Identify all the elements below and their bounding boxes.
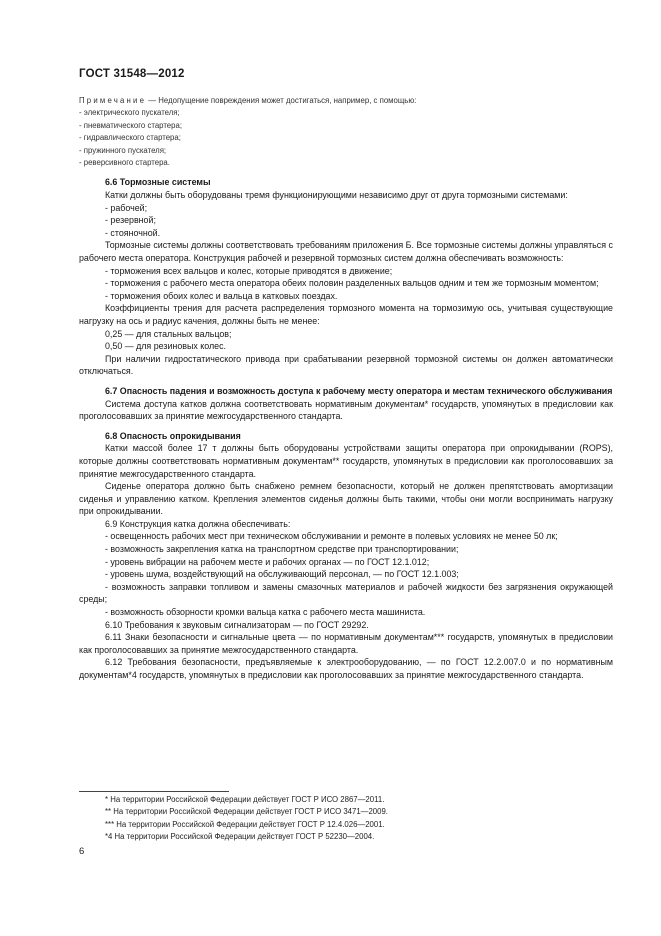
footnote: *** На территории Российской Федерации действует ГОСТ Р 12.4.026—2001. [105, 819, 385, 829]
paragraph: Коэффициенты трения для расчета распределения тормозного момента на тормозимую ось, учитывая существующие нагрузку на ось и радиус качения, должны быть не менее: [79, 303, 613, 326]
note-item: - пружинного пускателя; [79, 145, 167, 155]
list-item: - уровень вибрации на рабочем месте и рабочих органах — по ГОСТ 12.1.012; [105, 556, 430, 567]
note-item: - электрического пускателя; [79, 108, 180, 118]
note-intro [79, 95, 613, 107]
note-item: - пневматического стартера; [79, 120, 182, 130]
list-item: - резервной; [105, 215, 156, 226]
footnote: *4 На территории Российской Федерации действует ГОСТ Р 52230—2004. [105, 831, 375, 841]
list-item: 0,25 — для стальных вальцов; [105, 328, 232, 339]
list-item: - торможения с рабочего места оператора обеих половин разделенных вальцов одним и тем же тормозным моментом; [105, 278, 599, 289]
list-item: - торможения всех вальцов и колес, которые приводятся в движение; [105, 265, 393, 276]
footnotes [79, 794, 613, 843]
paragraph: Катки массой более 17 т должны быть оборудованы устройствами защиты оператора при опрокидывании (ROPS), которые должны соответствовать нормативным документам** государств, упомянутых в предисловии как проголосовавших за принятие межгосударственного стандарта. [79, 443, 613, 479]
list-item: - освещенность рабочих мест при техническом обслуживании и ремонте в полевых условиях не менее 50 лк; [105, 531, 558, 542]
paragraph: Тормозные системы должны соответствовать требованиям приложения Б. Все тормозные системы должны управляться с рабочего места оператора. Конструкция рабочей и резервной тормозных систем должна обеспечивать возможность: [79, 240, 613, 263]
page-number: 6 [79, 846, 85, 857]
list-item: - уровень шума, воздействующий на обслуживающий персонал, — по ГОСТ 12.1.003; [105, 569, 459, 580]
paragraph: Катки должны быть оборудованы тремя функционирующими независимо друг от друга тормозными системами: [105, 190, 568, 201]
section-6-10: 6.10 Требования к звуковым сигнализаторам — по ГОСТ 29292. [105, 619, 369, 630]
note-item: - гидравлического стартера; [79, 133, 181, 143]
list-item: - возможность заправки топливом и замены смазочных материалов и рабочей жидкости без загрязнения окружающей среды; [79, 581, 613, 605]
list-item: - рабочей; [105, 202, 148, 213]
section-6-6-title: 6.6 Тормозные системы [105, 177, 211, 188]
list-item: 0,50 — для резиновых колес. [105, 341, 226, 352]
list-item: - стояночной. [105, 227, 161, 238]
page-header: ГОСТ 31548—2012 [79, 68, 185, 80]
section-6-9-title: 6.9 Конструкция катка должна обеспечивать: [105, 518, 291, 529]
list-item: - возможность обзорности кромки вальца катка с рабочего места машиниста. [105, 607, 426, 618]
list-item: - торможения обоих колес и вальца в катковых поездах. [105, 290, 338, 301]
main-content [79, 95, 613, 682]
section-6-11: 6.11 Знаки безопасности и сигнальные цвета — по нормативным документам*** государств, упомянутых в предисловии как проголосовавших за принятие межгосударственного стандарта. [79, 632, 613, 655]
note-label: Примечание [79, 96, 147, 105]
note-item: - реверсивного стартера. [79, 158, 170, 168]
paragraph: Сиденье оператора должно быть снабжено ремнем безопасности, который не должен препятствовать амортизации сиденья и управлению катком. Крепления элементов сиденья должны быть такими, чтобы они могли воспринимать нагрузку при опрокидывании. [79, 481, 613, 517]
paragraph: Система доступа катков должна соответствовать нормативным документам* государств, упомянутых в предисловии как проголосовавших за принятие межгосударственного стандарта. [79, 398, 613, 422]
footnote: ** На территории Российской Федерации действует ГОСТ Р ИСО 3471—2009. [105, 807, 388, 817]
note-block [79, 95, 613, 169]
note-text: — Недопущение повреждения может достигаться, например, с помощью: [146, 96, 417, 105]
paragraph: При наличии гидростатического привода при срабатывании резервной тормозной системы он должен автоматически отключаться. [79, 353, 613, 377]
list-item: - возможность закрепления катка на транспортном средстве при транспортировании; [105, 544, 459, 555]
section-6-12: 6.12 Требования безопасности, предъявляемые к электрооборудованию, — по ГОСТ 12.2.007.0 и по нормативным документам*4 государств, упомянутых в предисловии как проголосовавших за принятие межгосударственного стандарта. [79, 657, 613, 680]
footnote: * На территории Российской Федерации действует ГОСТ Р ИСО 2867—2011. [105, 795, 385, 804]
section-6-7-title: 6.7 Опасность падения и возможность доступа к рабочему месту оператора и местам технического обслуживания [105, 385, 613, 396]
footnote-divider [79, 791, 229, 792]
section-6-8-title: 6.8 Опасность опрокидывания [105, 430, 241, 441]
